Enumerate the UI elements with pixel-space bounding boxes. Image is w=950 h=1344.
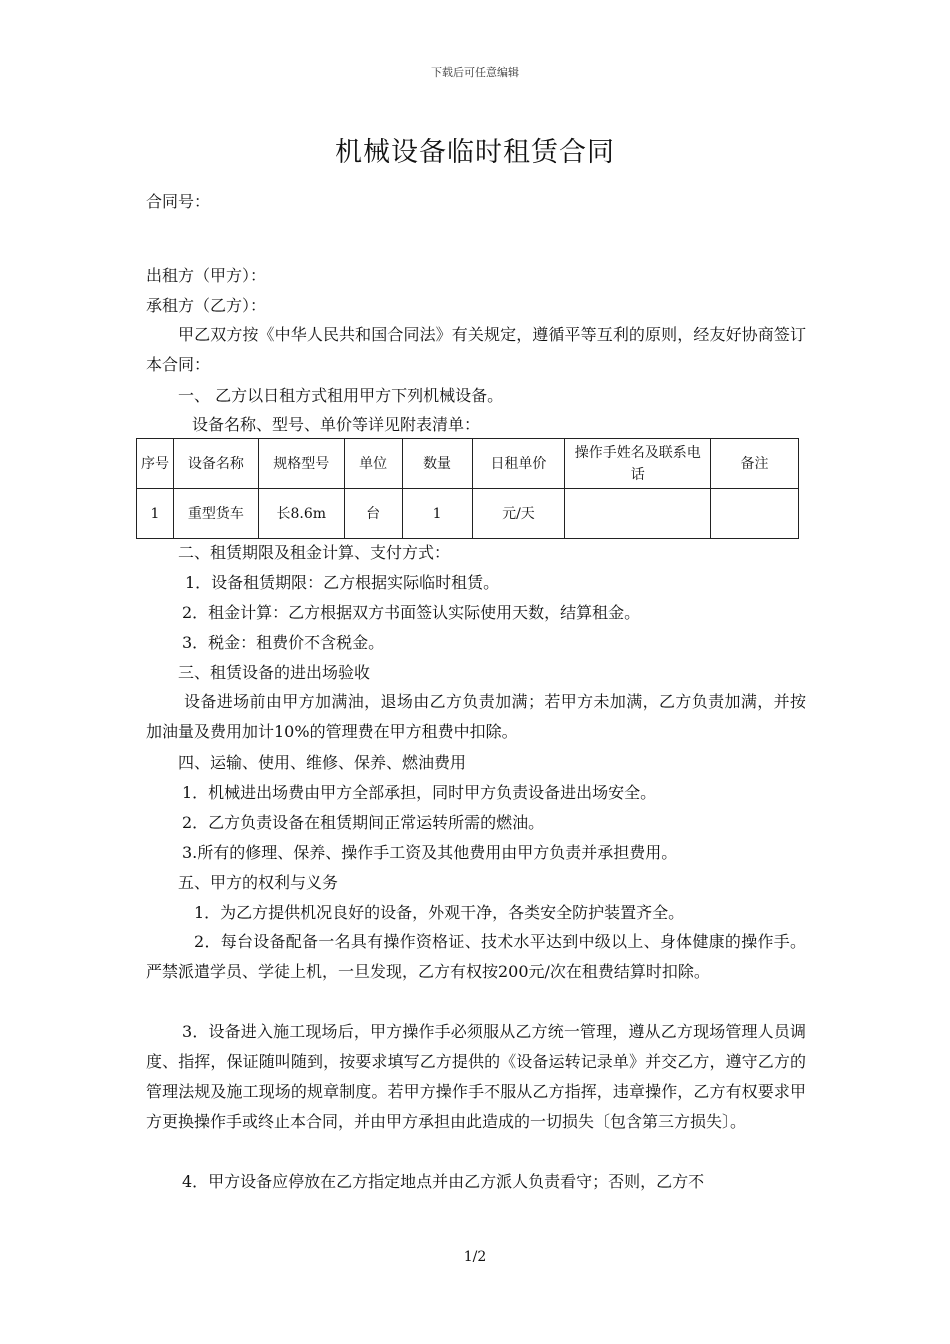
section1-note: 设备名称、型号、单价等详见附表清单： <box>192 415 481 434</box>
section2-item: 1．设备租赁期限：乙方根据实际临时租赁。 <box>185 573 500 592</box>
section5-item: 3．设备进入施工现场后，甲方操作手必须服从乙方统一管理，遵从乙方现场管理人员调度、指挥，保证随叫随到，按要求填写乙方提供的《设备运转记录单》并交乙方，遵守乙方的管理法规及施工现场的规章制度。若甲方操作手不服从乙方指挥，违章操作，乙方有权要求甲方更换操作手或终止本合同，并由甲方承担由此造成的一切损失〔包含第三方损失〕。 <box>146 1022 806 1131</box>
table-header-cell: 备注 <box>711 439 799 489</box>
section5-item: 2．每台设备配备一名具有操作资格证、技术水平达到中级以上、身体健康的操作手。严禁派遣学员、学徒上机，一旦发现，乙方有权按200元/次在租费结算时扣除。 <box>146 932 806 981</box>
section2-item: 2．租金计算：乙方根据双方书面签认实际使用天数，结算租金。 <box>182 603 641 622</box>
document-title: 机械设备临时租赁合同 <box>335 137 615 168</box>
table-cell: 重型货车 <box>173 489 258 539</box>
table-cell: 长8.6m <box>258 489 344 539</box>
table-header-row <box>137 439 799 489</box>
contract-number-label: 合同号： <box>146 192 211 211</box>
table-cell: 台 <box>344 489 402 539</box>
table-row <box>137 489 799 539</box>
section4-item: 2．乙方负责设备在租赁期间正常运转所需的燃油。 <box>182 813 545 832</box>
section2-item: 3．税金：租费价不含税金。 <box>182 633 385 652</box>
section4-heading: 四、运输、使用、维修、保养、燃油费用 <box>178 753 467 772</box>
section2-heading: 二、租赁期限及租金计算、支付方式： <box>178 543 451 562</box>
equipment-table <box>136 438 799 539</box>
table-header-cell: 规格型号 <box>258 439 344 489</box>
table-header-cell: 设备名称 <box>173 439 258 489</box>
table-cell <box>565 489 711 539</box>
lessee-label: 承租方（乙方）： <box>146 296 267 315</box>
table-header-cell: 操作手姓名及联系电话 <box>565 439 711 489</box>
section5-item: 4．甲方设备应停放在乙方指定地点并由乙方派人负责看守；否则，乙方不 <box>182 1172 705 1191</box>
table-header-cell: 数量 <box>402 439 472 489</box>
table-header-cell: 单位 <box>344 439 402 489</box>
table-header-cell: 序号 <box>137 439 174 489</box>
section3-heading: 三、租赁设备的进出场验收 <box>178 663 371 682</box>
section4-item: 1．机械进出场费由甲方全部承担，同时甲方负责设备进出场安全。 <box>182 783 657 802</box>
section5-item: 1．为乙方提供机况良好的设备，外观干净，各类安全防护装置齐全。 <box>194 903 685 922</box>
section4-item: 3.所有的修理、保养、操作手工资及其他费用由甲方负责并承担费用。 <box>182 843 678 862</box>
header-note: 下载后可任意编辑 <box>431 66 519 79</box>
table-header-cell: 日租单价 <box>472 439 565 489</box>
table-cell: 1 <box>137 489 174 539</box>
table-cell: 1 <box>402 489 472 539</box>
table-cell: 元/天 <box>472 489 565 539</box>
intro-paragraph: 甲乙双方按《中华人民共和国合同法》有关规定，遵循平等互利的原则，经友好协商签订本合同： <box>146 325 806 374</box>
table-cell <box>711 489 799 539</box>
page-number: 1/2 <box>463 1249 487 1265</box>
lessor-label: 出租方（甲方）： <box>146 266 267 285</box>
section5-heading: 五、甲方的权利与义务 <box>178 873 339 892</box>
section3-text: 设备进场前由甲方加满油，退场由乙方负责加满；若甲方未加满，乙方负责加满，并按加油量及费用加计10%的管理费在甲方租费中扣除。 <box>146 692 806 741</box>
section1-heading: 一、 乙方以日租方式租用甲方下列机械设备。 <box>178 386 504 405</box>
